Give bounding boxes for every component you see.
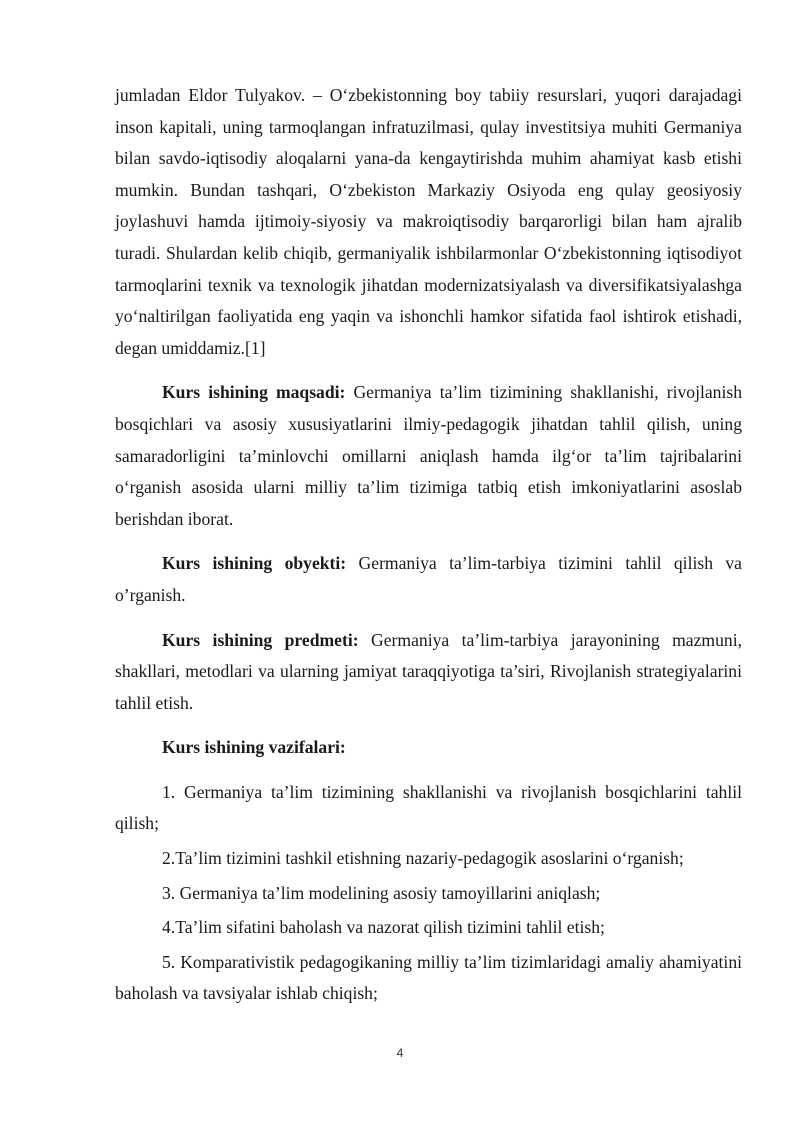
list-item: 1. Germaniya ta’lim tizimining shakllanishi va rivojlanish bosqichlarini tahlil qilish; — [115, 781, 742, 834]
subject-paragraph — [115, 625, 742, 720]
list-item: 3. Germaniya ta’lim modelining asosiy tamoyillarini aniqlash; — [162, 882, 601, 903]
purpose-text: Germaniya ta’lim tizimining shakllanishi, rivojlanish bosqichlari va asosiy xususiyatlarini ilmiy-pedagogik jihatdan tahlil qilish, uning samaradorligini ta’minlovchi omillarni aniqlash hamda ilg‘or ta’lim tajribalarini o‘rganish asosida ularni milliy ta’lim tizimiga tatbiq etish imkoniyatlarini asoslab berishdan iborat. — [115, 382, 742, 529]
object-label: Kurs ishining obyekti: — [162, 553, 347, 574]
subject-text: Germaniya ta’lim-tarbiya jarayonining mazmuni, shakllari, metodlari va ularning jamiyat taraqqiyotiga ta’siri, Rivojlanish strategiyalarini tahlil etish. — [115, 629, 742, 713]
subject-label: Kurs ishining predmeti: — [162, 629, 359, 650]
purpose-label: Kurs ishining maqsadi: — [162, 382, 346, 403]
tasks-heading-label: Kurs ishining vazifalari: — [162, 737, 346, 758]
list-item: 2.Ta’lim tizimini tashkil etishning nazariy-pedagogik asoslarini o‘rganish; — [162, 848, 684, 869]
tasks-list — [115, 777, 742, 1010]
list-item: 5. Komparativistik pedagogikaning milliy ta’lim tizimlaridagi amaliy ahamiyatini baholash va tavsiyalar ishlab chiqish; — [115, 951, 742, 1004]
list-item: 4.Ta’lim sifatini baholash va nazorat qilish tizimini tahlil etish; — [162, 917, 605, 938]
object-text: Germaniya ta’lim-tarbiya tizimini tahlil qilish va o’rganish. — [115, 553, 742, 605]
intro-paragraph: jumladan Eldor Tulyakov. – O‘zbekistonning boy tabiiy resurslari, yuqori darajadagi inson kapitali, uning tarmoqlangan infratuzilmasi, qulay investitsiya muhiti Germaniya bilan savdo-iqtisodiy aloqalarni yana-da kengaytirishda muhim ahamiyat kasb etishi mumkin. Bundan tashqari, O‘zbekiston Markaziy Osiyoda eng qulay geosiyosiy joylashuvi hamda ijtimoiy-siyosiy va makroiqtisodiy barqarorligi bilan ham ajralib turadi. Shulardan kelib chiqib, germaniyalik ishbilarmonlar O‘zbekistonning iqtisodiyot tarmoqlarini texnik va texnologik jihatdan modernizatsiyalash va diversifikatsiyalashga yo‘naltirilgan faoliyatida eng yaqin va ishonchli hamkor sifatida faol ishtirok etishadi, degan umiddamiz.[1] — [115, 85, 742, 358]
document-page — [115, 80, 742, 1013]
page-number: 4 — [396, 1046, 404, 1060]
tasks-heading — [115, 732, 742, 764]
object-paragraph — [115, 548, 742, 611]
purpose-paragraph — [115, 377, 742, 535]
